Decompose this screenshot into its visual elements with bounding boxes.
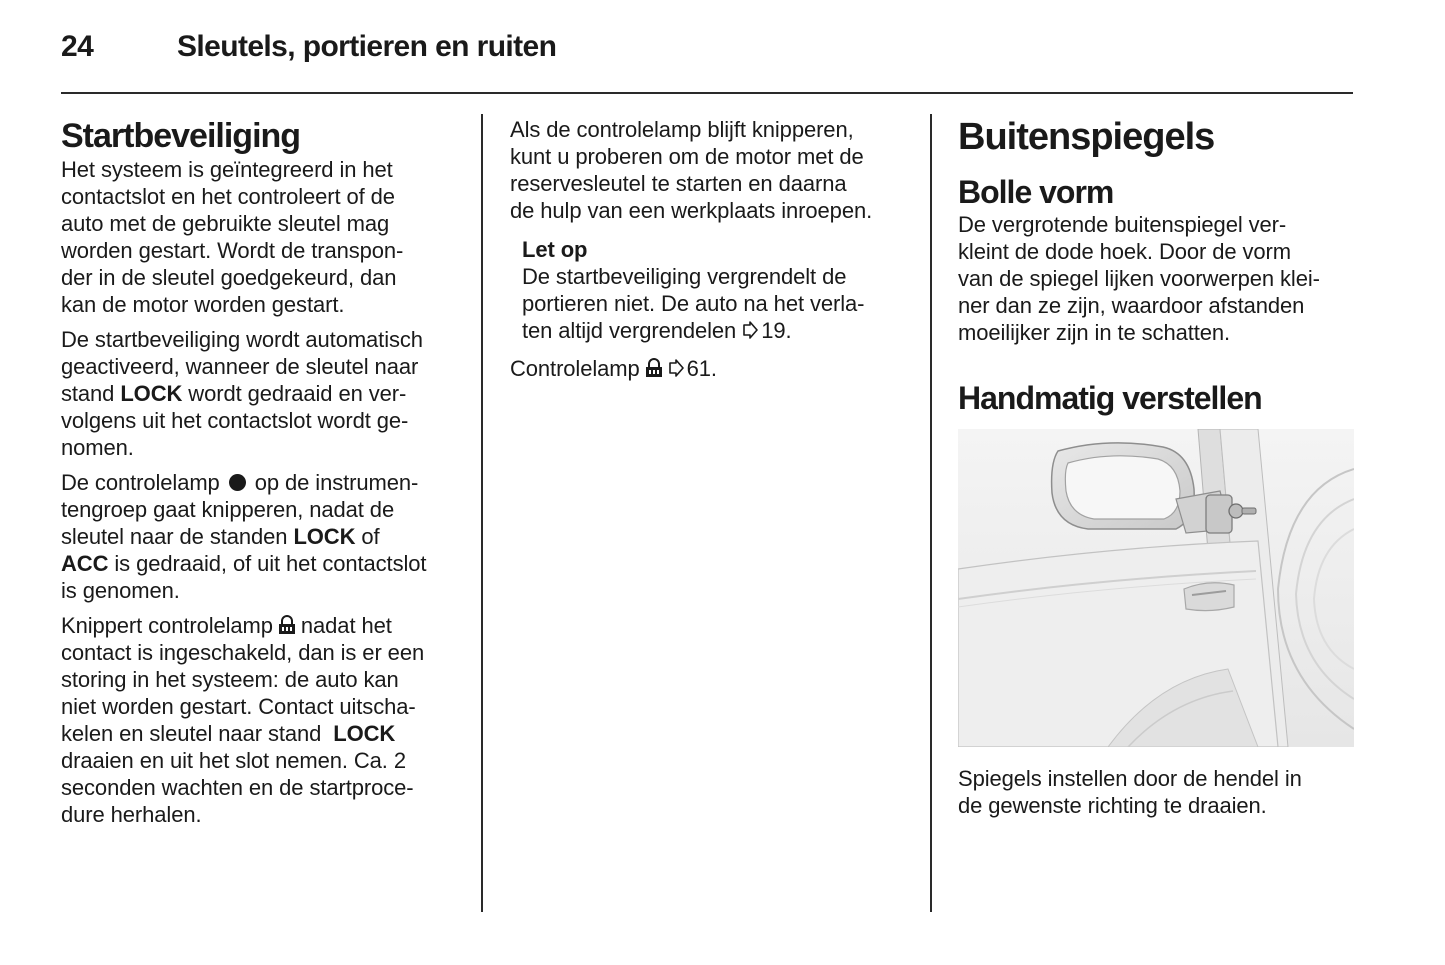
text-line: geactiveerd, wanneer de sleutel naar xyxy=(61,354,419,379)
text: is gedraaid, of uit het contactslot xyxy=(108,551,427,576)
paragraph xyxy=(61,326,471,461)
lock-position-label: LOCK xyxy=(333,721,396,746)
text-line: dure herhalen. xyxy=(61,802,202,827)
page-reference-arrow-icon xyxy=(668,359,684,377)
text-line: worden gestart. Wordt de transpon- xyxy=(61,238,404,263)
text-line: is genomen. xyxy=(61,578,180,603)
immobilizer-lock-icon xyxy=(644,358,664,378)
text-line: der in de sleutel goedgekeurd, dan xyxy=(61,265,397,290)
text: of xyxy=(355,524,380,549)
text-line: contactslot en het controleert of de xyxy=(61,184,395,209)
mirror-adjustment-illustration xyxy=(958,429,1354,747)
page-reference-arrow-icon xyxy=(742,321,758,339)
subheading-bolle-vorm: Bolle vorm xyxy=(958,174,1114,210)
text-line: de gewenste richting te draaien. xyxy=(958,793,1267,818)
lock-position-label: LOCK xyxy=(293,524,356,549)
paragraph xyxy=(510,116,910,224)
text-line: moeilijker zijn in te schatten. xyxy=(958,320,1231,345)
text: sleutel naar de standen xyxy=(61,524,294,549)
text: Controlelamp xyxy=(510,356,640,381)
text-line: Als de controlelamp blijft knipperen, xyxy=(510,117,854,142)
column-buitenspiegels xyxy=(958,116,1358,827)
text-line: reservesleutel te starten en daarna xyxy=(510,171,847,196)
paragraph xyxy=(61,469,471,604)
text-line xyxy=(61,720,471,747)
text-line: seconden wachten en de startproce- xyxy=(61,775,414,800)
text-line: De startbeveiliging vergrendelt de xyxy=(522,264,847,289)
column-continued xyxy=(510,116,910,390)
subheading-handmatig-verstellen: Handmatig verstellen xyxy=(958,380,1262,416)
column-divider xyxy=(930,114,932,912)
acc-position-label: ACC xyxy=(61,551,109,576)
text-line: kleint de dode hoek. Door de vorm xyxy=(958,239,1292,264)
column-startbeveiliging xyxy=(61,116,471,836)
text-line xyxy=(61,380,471,407)
car-door-mirror-drawing xyxy=(958,429,1354,747)
text: ten altijd vergrendelen xyxy=(522,318,737,343)
warning-dot-icon xyxy=(229,474,246,491)
page-number: 24 xyxy=(61,30,94,63)
text-line: niet worden gestart. Contact uitscha- xyxy=(61,694,416,719)
text-line: storing in het systeem: de auto kan xyxy=(61,667,399,692)
text: De controlelamp xyxy=(61,470,220,495)
page-reference[interactable]: 61. xyxy=(686,356,717,381)
text-line: contact is ingeschakeld, dan is er een xyxy=(61,640,425,665)
lock-position-label: LOCK xyxy=(120,381,183,406)
text-line xyxy=(61,550,471,577)
immobilizer-lock-icon xyxy=(277,615,297,635)
text-line: De startbeveiliging wordt automatisch xyxy=(61,327,423,352)
text-line: Spiegels instellen door de hendel in xyxy=(958,766,1302,791)
text-line: nomen. xyxy=(61,435,134,460)
text-line xyxy=(510,355,910,382)
page-header xyxy=(61,30,1353,94)
text-line: tengroep gaat knipperen, nadat de xyxy=(61,497,395,522)
text-line: ner dan ze zijn, waardoor afstanden xyxy=(958,293,1305,318)
text-line: De vergrotende buitenspiegel ver- xyxy=(958,212,1287,237)
text-line xyxy=(61,469,471,496)
text-line: kunt u proberen om de motor met de xyxy=(510,144,864,169)
text-line xyxy=(61,523,471,550)
text-line: de hulp van een werkplaats inroepen. xyxy=(510,198,873,223)
text: stand xyxy=(61,381,121,406)
text-line xyxy=(61,612,471,639)
column-divider xyxy=(481,114,483,912)
paragraph xyxy=(61,612,471,828)
text: kelen en sleutel naar stand xyxy=(61,721,334,746)
text: nadat het xyxy=(300,613,392,638)
text-line: Het systeem is geïntegreerd in het xyxy=(61,157,393,182)
text-line xyxy=(522,317,910,344)
text-line: volgens uit het contactslot wordt ge- xyxy=(61,408,409,433)
text: Knippert controlelamp xyxy=(61,613,273,638)
note-title: Let op xyxy=(522,237,588,262)
text-line: auto met de gebruikte sleutel mag xyxy=(61,211,390,236)
paragraph xyxy=(61,156,471,318)
text: op de instrumen- xyxy=(254,470,419,495)
text-line: portieren niet. De auto na het verla- xyxy=(522,291,865,316)
paragraph xyxy=(510,355,910,382)
text-line: kan de motor worden gestart. xyxy=(61,292,345,317)
page-reference[interactable]: 19. xyxy=(761,318,792,343)
section-heading-buitenspiegels: Buitenspiegels xyxy=(958,116,1215,158)
text: wordt gedraaid en ver- xyxy=(182,381,407,406)
text-line: van de spiegel lijken voorwerpen klei- xyxy=(958,266,1320,291)
figure-caption xyxy=(958,765,1358,819)
paragraph xyxy=(958,211,1358,346)
note-box xyxy=(522,236,910,344)
section-heading-startbeveiliging: Startbeveiliging xyxy=(61,117,301,155)
text-line: draaien en uit het slot nemen. Ca. 2 xyxy=(61,748,406,773)
chapter-title: Sleutels, portieren en ruiten xyxy=(177,30,557,63)
